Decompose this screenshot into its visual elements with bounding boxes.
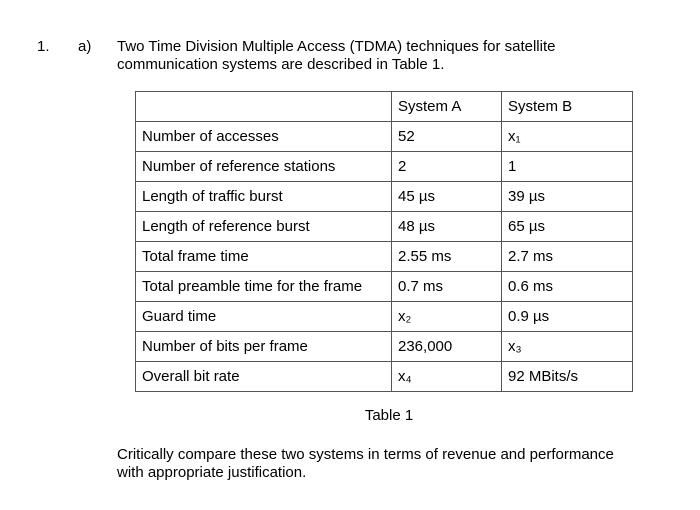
table-header-row: [136, 92, 633, 122]
row-system-b: 2.7 ms: [502, 242, 633, 272]
question-intro: Two Time Division Multiple Access (TDMA) techniques for satellite communication systems are described in Table 1.: [117, 38, 556, 73]
header-parameter: [136, 92, 392, 122]
row-system-b: 1: [502, 152, 633, 182]
row-system-b: 65 µs: [502, 212, 633, 242]
table-row: [136, 212, 633, 242]
table-caption: Table 1: [364, 407, 414, 424]
row-system-a: x₄: [392, 362, 502, 392]
table-row: [136, 122, 633, 152]
row-param: Total preamble time for the frame: [136, 272, 392, 302]
header-system-a: System A: [392, 92, 502, 122]
table-row: [136, 272, 633, 302]
row-param: Number of accesses: [136, 122, 392, 152]
table-row: [136, 242, 633, 272]
row-param: Total frame time: [136, 242, 392, 272]
row-system-b: 0.9 µs: [502, 302, 633, 332]
row-system-a: 45 µs: [392, 182, 502, 212]
table-row: [136, 152, 633, 182]
table-row: [136, 182, 633, 212]
row-system-a: x₂: [392, 302, 502, 332]
table-row: [136, 302, 633, 332]
row-param: Guard time: [136, 302, 392, 332]
table-row: [136, 362, 633, 392]
table-row: [136, 332, 633, 362]
row-system-a: 2: [392, 152, 502, 182]
row-param: Length of reference burst: [136, 212, 392, 242]
row-system-b: 39 µs: [502, 182, 633, 212]
row-param: Number of bits per frame: [136, 332, 392, 362]
question-number: 1.: [37, 38, 50, 55]
row-system-a: 52: [392, 122, 502, 152]
row-system-a: 0.7 ms: [392, 272, 502, 302]
row-param: Overall bit rate: [136, 362, 392, 392]
row-system-b: 92 MBits/s: [502, 362, 633, 392]
question-part: a): [78, 38, 92, 55]
question-prompt: Critically compare these two systems in terms of revenue and performance with appropriate justification.: [117, 446, 614, 481]
row-system-a: 48 µs: [392, 212, 502, 242]
row-system-b: x₁: [502, 122, 633, 152]
row-param: Length of traffic burst: [136, 182, 392, 212]
row-param: Number of reference stations: [136, 152, 392, 182]
row-system-b: 0.6 ms: [502, 272, 633, 302]
header-system-b: System B: [502, 92, 633, 122]
row-system-a: 236,000: [392, 332, 502, 362]
tdma-comparison-table: [135, 91, 633, 392]
row-system-b: x₃: [502, 332, 633, 362]
row-system-a: 2.55 ms: [392, 242, 502, 272]
